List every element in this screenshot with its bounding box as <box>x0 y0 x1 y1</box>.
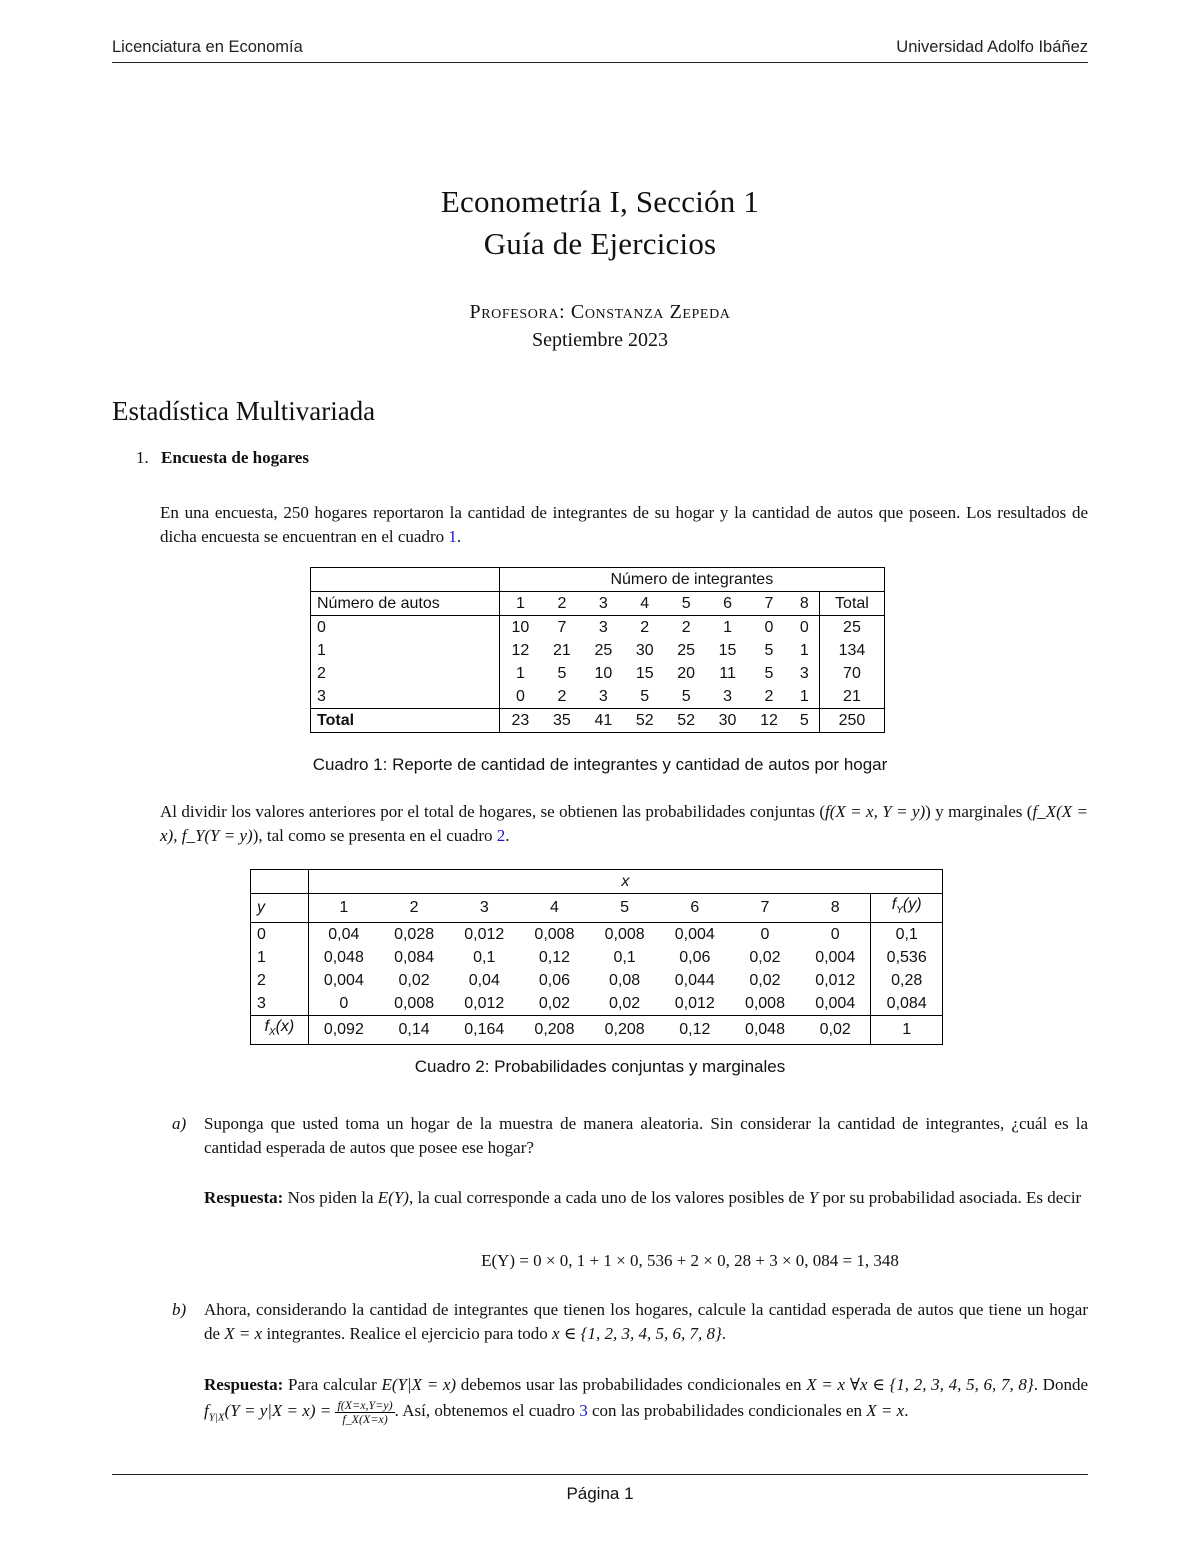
table1-col-header: 4 <box>624 592 665 616</box>
table1-col-header: 7 <box>748 592 789 616</box>
section-heading: Estadística Multivariada <box>112 396 376 426</box>
item-b-question: Ahora, considerando la cantidad de integrantes que tienen los hogares, calcule la cantidad esperada de autos que tiene un hogar de X = x integrantes. Realice el ejercicio para todo x ∈ {1, 2, 3, 4, 5, 6, 7, 8}. <box>204 1300 1088 1343</box>
exercise-intro: En una encuesta, 250 hogares reportaron la cantidad de integrantes de su hogar y la cantidad de autos que poseen. Los resultados de dicha encuesta se encuentran en el cuadro 1. <box>160 503 1088 546</box>
table1-caption: Cuadro 1: Reporte de cantidad de integrantes y cantidad de autos por hogar <box>312 755 888 774</box>
item-b-answer: Respuesta: Para calcular E(Y|X = x) debemos usar las probabilidades condicionales en X = x ∀x ∈ {1, 2, 3, 4, 5, 6, 7, 8}. Donde $f_{Y|X}(Y = y|X = x)$ = $\frac{f(X=x,Y=y)}{f\_X(X=x)}$ . Así, obtenemos el cuadro 3 con las probabilidades condicionales en X = x. <box>204 1375 1088 1426</box>
table1-col-header: 6 <box>707 592 748 616</box>
table2-link[interactable]: 2 <box>496 826 506 845</box>
table1-row-header: Número de autos <box>311 592 500 616</box>
item-a-equation: E(Y) = 0 × 0, 1 + 1 × 0, 536 + 2 × 0, 28 + 3 × 0, 084 = 1, 348 <box>481 1251 899 1270</box>
table2-col-header: 5 <box>590 894 660 923</box>
table2-col-header: 8 <box>800 894 871 923</box>
document-subtitle: Guía de Ejercicios <box>483 226 717 261</box>
table2-marginal-x-header: $f_X(x)$ <box>251 1016 309 1045</box>
answer-label: Respuesta: <box>204 1188 284 1207</box>
item-a-question: Suponga que usted toma un hogar de la muestra de manera aleatoria. Sin considerar la cantidad de integrantes, ¿cuál es la cantidad esperada de autos que posee ese hogar? <box>204 1114 1088 1157</box>
table2-group-header: x <box>308 870 942 894</box>
table2-col-header: 4 <box>519 894 589 923</box>
item-a-answer: Respuesta: Nos piden la E(Y), la cual corresponde a cada uno de los valores posibles de Y por su probabilidad asociada. Es decir <box>204 1188 1082 1207</box>
table1-col-header: 1 <box>499 592 541 616</box>
table-row: 1 12 21 25 30 25 15 5 1 134 <box>311 639 885 662</box>
table1-col-header: 3 <box>583 592 624 616</box>
table1-col-header: 8 <box>790 592 820 616</box>
table-row: 2 1 5 10 15 20 11 5 3 70 <box>311 662 885 685</box>
table2-marginal-y-header: $f_Y(y)$ <box>871 894 943 923</box>
exercise-heading <box>136 446 309 470</box>
table1-group-header: Número de integrantes <box>499 568 884 592</box>
answer-label: Respuesta: <box>204 1375 284 1394</box>
document-title: Econometría I, Sección 1 <box>440 184 760 219</box>
item-a-label: a) <box>172 1114 187 1133</box>
footer-rule <box>112 1474 1088 1475</box>
table-row: 3 0 0,008 0,012 0,02 0,02 0,012 0,008 0,004 0,084 <box>251 992 943 1016</box>
exercise-title: Encuesta de hogares <box>161 448 309 467</box>
exercise-number: 1. <box>136 448 149 467</box>
households-table <box>310 567 885 733</box>
table2-col-header: 7 <box>730 894 800 923</box>
conditional-fraction: $\frac{f(X=x,Y=y)}{f\_X(X=x)}$ <box>337 1397 393 1426</box>
paragraph-joint-probabilities: Al dividir los valores anteriores por el total de hogares, se obtienen las probabilidades conjuntas (f(X = x, Y = y)) y marginales (f_X(X = x), f_Y(Y = y)), tal como se presenta en el cuadro 2. <box>160 802 1088 845</box>
header-right-text: Universidad Adolfo Ibáñez <box>896 38 1088 56</box>
table1-total-header: Total <box>819 592 884 616</box>
page-number: Página 1 <box>566 1484 634 1503</box>
author-line: Profesora: Constanza Zepeda <box>469 301 731 323</box>
table2-col-header: 3 <box>449 894 519 923</box>
table-row: 1 0,048 0,084 0,1 0,12 0,1 0,06 0,02 0,004 0,536 <box>251 946 943 969</box>
item-b-label: b) <box>172 1300 187 1319</box>
probabilities-table <box>250 869 943 1045</box>
table2-row-header: y <box>251 894 309 923</box>
header-rule <box>112 62 1088 63</box>
header-left-text: Licenciatura en Economía <box>112 38 303 56</box>
table1-col-header: 5 <box>665 592 706 616</box>
table-row: 3 0 2 3 5 5 3 2 1 21 <box>311 685 885 709</box>
table2-caption: Cuadro 2: Probabilidades conjuntas y marginales <box>414 1057 786 1076</box>
table-row: 2 0,004 0,02 0,04 0,06 0,08 0,044 0,02 0,012 0,28 <box>251 969 943 992</box>
table-row: 0 10 7 3 2 2 1 0 0 25 <box>311 616 885 640</box>
table1-col-header: 2 <box>541 592 582 616</box>
table3-link[interactable]: 3 <box>579 1401 588 1420</box>
table1-link[interactable]: 1 <box>448 527 457 546</box>
table-marginal-row: $f_X(x)$ 0,092 0,14 0,164 0,208 0,208 0,12 0,048 0,02 1 <box>251 1016 943 1045</box>
table2-col-header: 6 <box>660 894 730 923</box>
table-row: 0 0,04 0,028 0,012 0,008 0,008 0,004 0 0 0,1 <box>251 923 943 947</box>
date-line: Septiembre 2023 <box>531 329 669 351</box>
table2-col-header: 1 <box>308 894 379 923</box>
table2-col-header: 2 <box>379 894 449 923</box>
table-total-row: Total 23 35 41 52 52 30 12 5 250 <box>311 709 885 733</box>
